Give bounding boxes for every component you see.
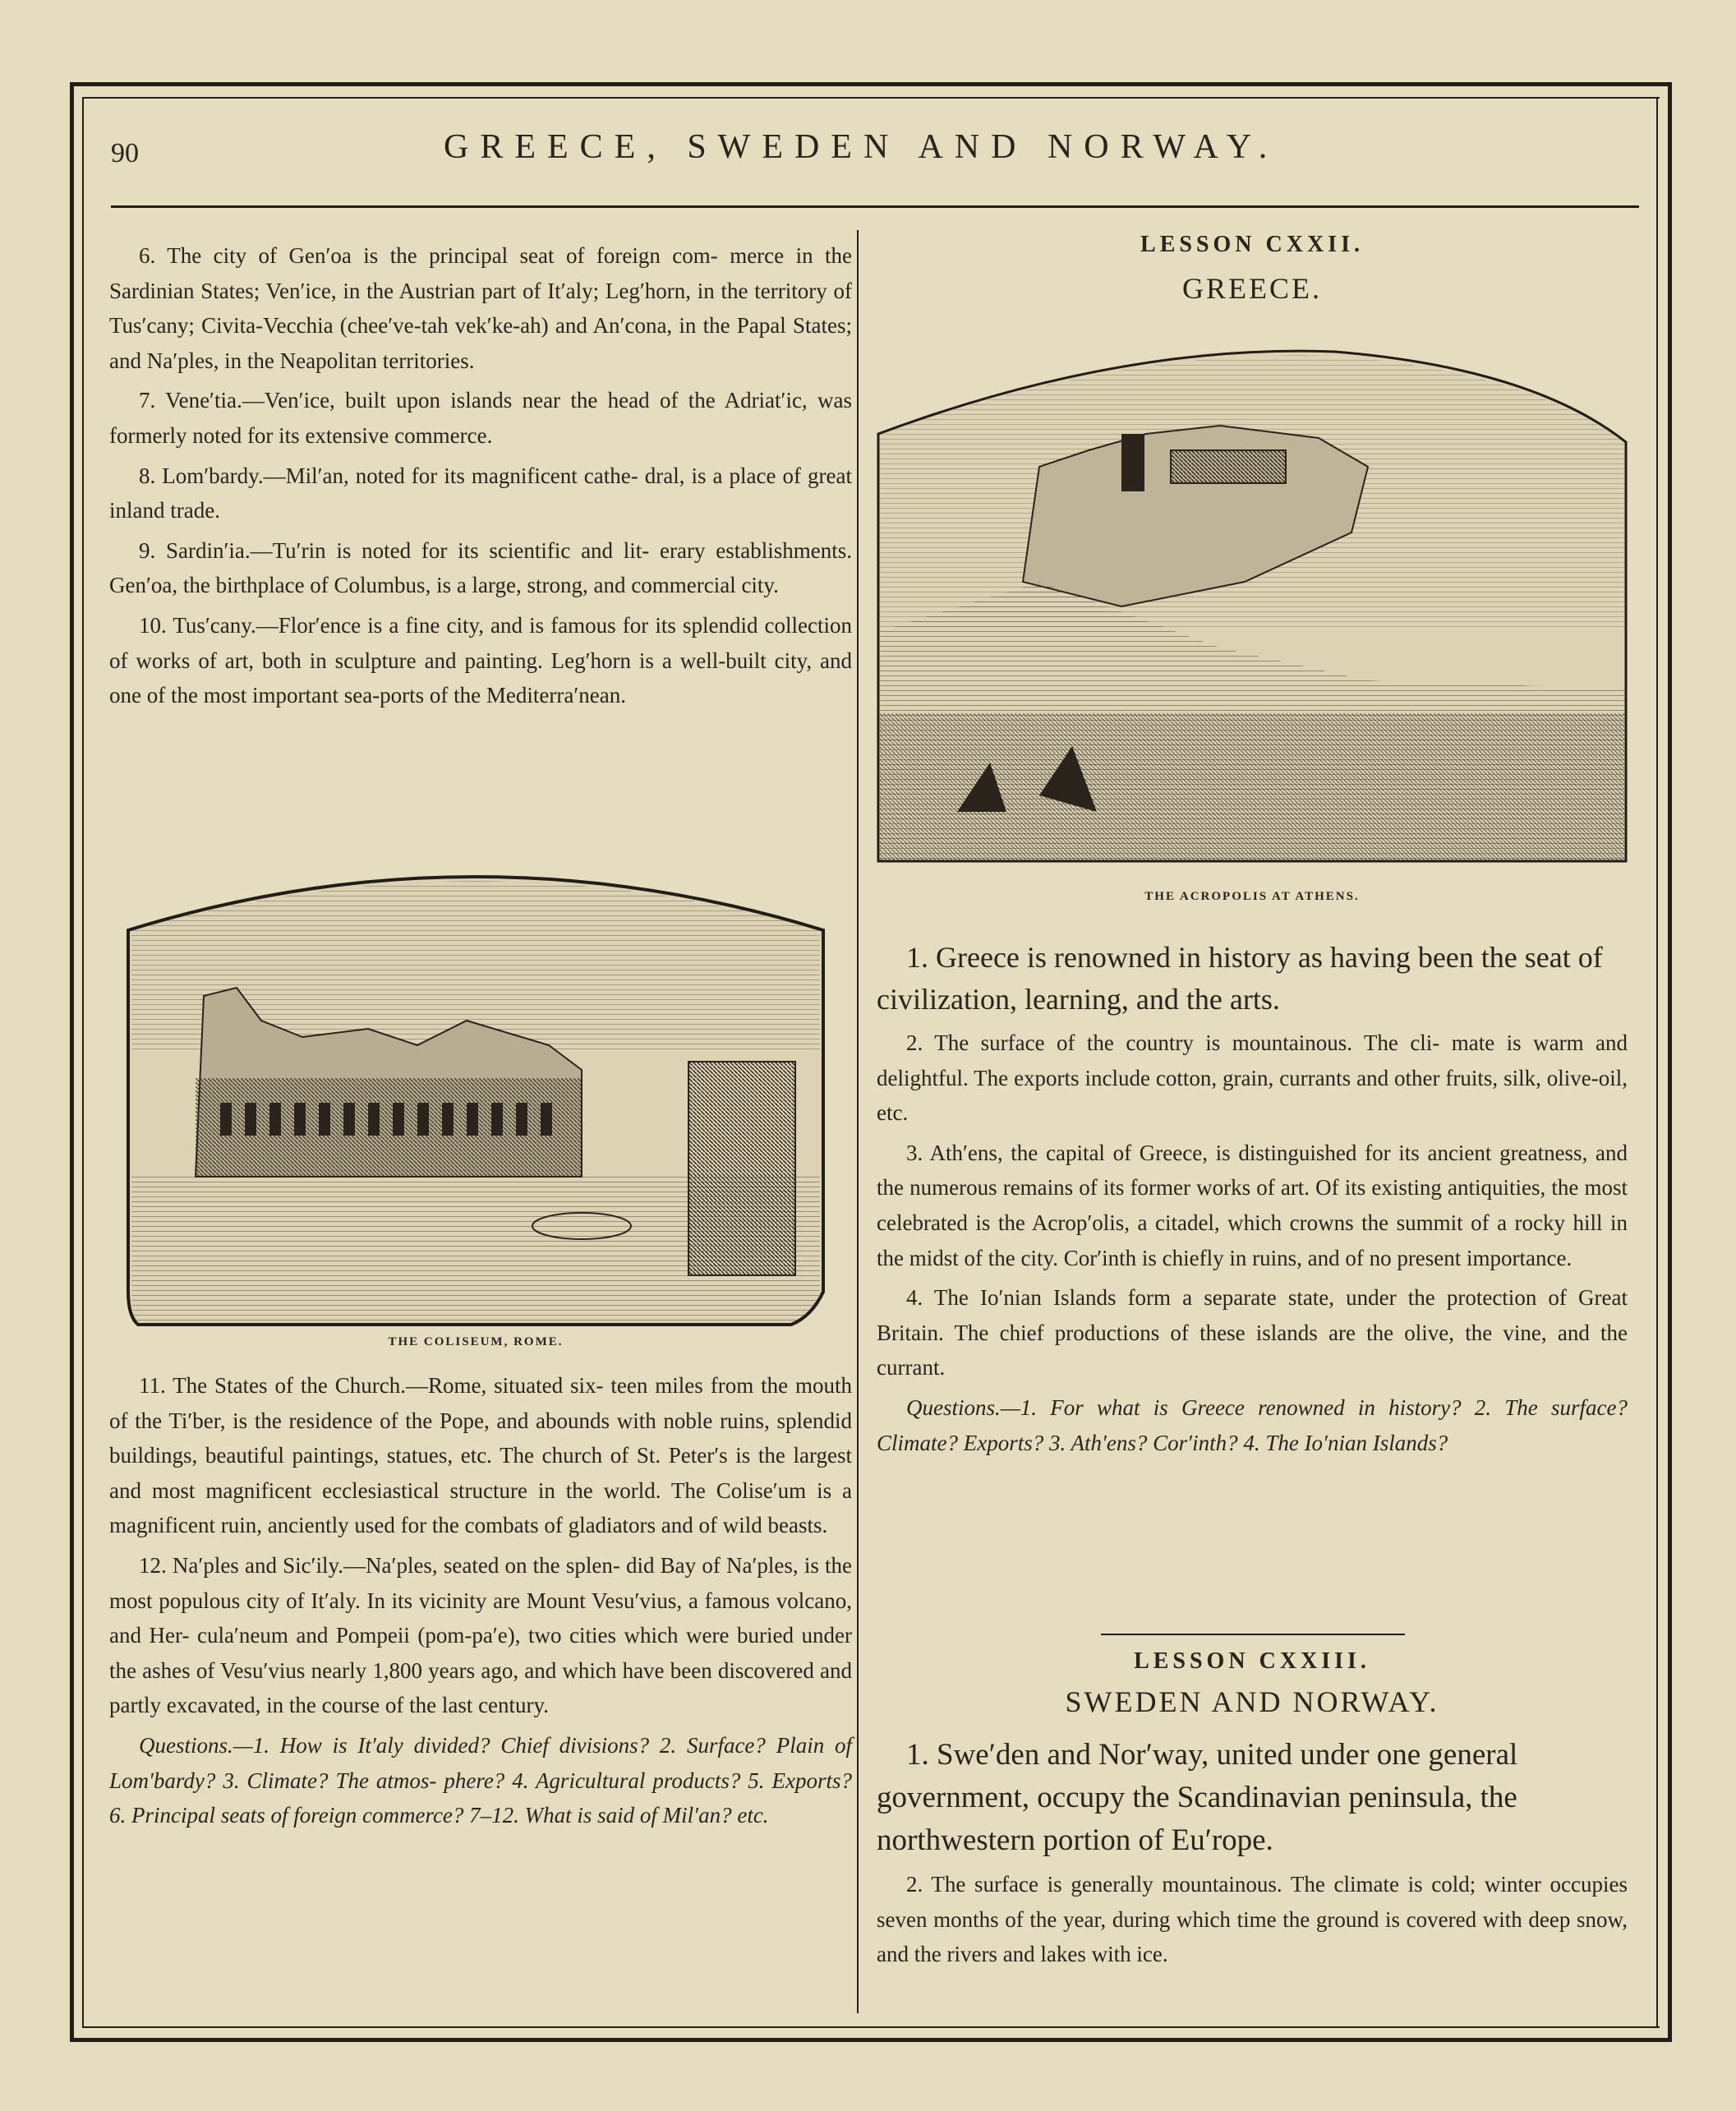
frame-top-outer xyxy=(70,82,1672,86)
sweden-paragraph-2: 2. The surface is generally mountainous. The climate is cold; winter occupies seven months of the year, during which time the ground is covered with deep snow, and the rivers and lakes with ice. xyxy=(877,1872,1628,1967)
page-title: GREECE, SWEDEN AND NORWAY. xyxy=(444,128,1279,166)
left-column-top xyxy=(109,238,852,718)
lesson-separator xyxy=(1101,1634,1405,1635)
greece-paragraph-4: 4. The Io′nian Islands form a separate state, under the protection of Great Britain. The chief productions of these islands are the olive, the vine, and the currant. xyxy=(877,1285,1628,1380)
sweden-paragraph-1: 1. Swe′den and Nor′way, united under one general government, occupy the Scandinavian peninsula, the northwestern portion of Eu′rope. xyxy=(877,1738,1518,1857)
left-column-bottom xyxy=(109,1368,852,1838)
coliseum-engraving xyxy=(122,832,830,1329)
frame-bottom-inner xyxy=(82,2026,1660,2028)
paragraph-lombardy: 8. Lom′bardy.—Mil′an, noted for its magnificent cathe- dral, is a place of great inland trade. xyxy=(109,463,852,523)
lesson-122-body xyxy=(877,937,1628,1465)
lesson-123-label: LESSON CXXIII. xyxy=(1134,1648,1370,1674)
lesson-122-label: LESSON CXXII. xyxy=(1140,232,1364,257)
acropolis-engraving xyxy=(875,335,1629,878)
paragraph-states-church: 11. The States of the Church.—Rome, situated six- teen miles from the mouth of the Ti′ber, is the residence of the Pope, and abounds with noble ruins, splendid buildings, beautiful paintings, statues, etc. The church of St. Peter′s is the largest and most magnificent ecclesiastical structure in the world. The Colise′um is a magnificent ruin, anciently used for the combats of gladiators and of wild beasts. xyxy=(109,1373,852,1538)
greece-paragraph-1: 1. Greece is renowned in history as having been the seat of civilization, learning, and the arts. xyxy=(877,941,1603,1016)
coliseum-caption: THE COLISEUM, ROME. xyxy=(388,1335,564,1348)
frame-left-inner xyxy=(82,97,84,2028)
greece-paragraph-3: 3. Ath′ens, the capital of Greece, is distinguished for its ancient greatness, and the numerous remains of its former works of art. Of its existing antiquities, the most celebrated is the Acrop′olis, a citadel, which crowns the summit of a rocky hill in the midst of the city. Cor′inth is chiefly in ruins, and of no present importance. xyxy=(877,1140,1628,1270)
paragraph-venetia: 7. Vene′tia.—Ven′ice, built upon islands near the head of the Adriat′ic, was formerly noted for its extensive commerce. xyxy=(109,388,852,448)
frame-top-inner xyxy=(82,97,1660,99)
frame-left-outer xyxy=(70,82,74,2042)
greece-paragraph-2: 2. The surface of the country is mountainous. The cli- mate is warm and delightful. The exports include cotton, grain, currants and other fruits, silk, olive-oil, etc. xyxy=(877,1030,1628,1126)
greece-questions: Questions.—1. For what is Greece renowned in history? 2. The surface? Climate? Exports? 3. Ath′ens? Cor′inth? 4. The Io′nian Islands? xyxy=(877,1394,1628,1455)
paragraph-sardinia: 9. Sardin′ia.—Tu′rin is noted for its scientific and lit- erary establishments. Gen′oa, the birthplace of Columbus, is a large, strong, and commercial city. xyxy=(109,537,852,598)
paragraph-tuscany: 10. Tus′cany.—Flor′ence is a fine city, and is famous for its splendid collection of works of art, both in sculpture and painting. Leg′horn is a well-built city, and one of the most important sea-ports of the Mediterra′nean. xyxy=(109,612,852,708)
frame-bottom-outer xyxy=(70,2038,1672,2042)
paragraph-naples-sicily: 12. Na′ples and Sic′ily.—Na′ples, seated on the splen- did Bay of Na′ples, is the most populous city of It′aly. In its vicinity are Mount Vesu′vius, a famous volcano, and Her- cula′neum and Pompeii (pom-pa′e), two cities which were buried under the ashes of Vesu′vius nearly 1,800 years ago, and which have been discovered and partly excavated, in the course of the last century. xyxy=(109,1552,852,1718)
paragraph-genoa: 6. The city of Gen′oa is the principal seat of foreign com- merce in the Sardinian States; Ven′ice, in the Austrian part of It′aly; Leg′horn, in the territory of Tus′cany; Civita-Vecchia (chee′ve-tah vek′ke-ah) and An′cona, in the Papal States; and Na′ples, in the Neapolitan territories. xyxy=(109,243,852,373)
acropolis-caption: THE ACROPOLIS AT ATHENS. xyxy=(1144,890,1360,903)
column-divider xyxy=(857,230,859,2013)
page-number: 90 xyxy=(111,138,139,168)
lesson-122-topic: GREECE. xyxy=(1182,272,1322,305)
frame-right-inner xyxy=(1656,97,1658,2028)
lesson-123-body xyxy=(877,1734,1628,1977)
questions-italy: Questions.—1. How is It′aly divided? Chief divisions? 2. Surface? Plain of Lom′bardy? 3. Climate? The atmos- phere? 4. Agricultural products? 5. Exports? 6. Principal seats of foreign commerce? 7–12. What is said of Mil′an? etc. xyxy=(109,1732,852,1828)
lesson-123-topic: SWEDEN AND NORWAY. xyxy=(1065,1685,1439,1718)
frame-right-outer xyxy=(1668,82,1672,2042)
header-rule xyxy=(111,205,1639,208)
